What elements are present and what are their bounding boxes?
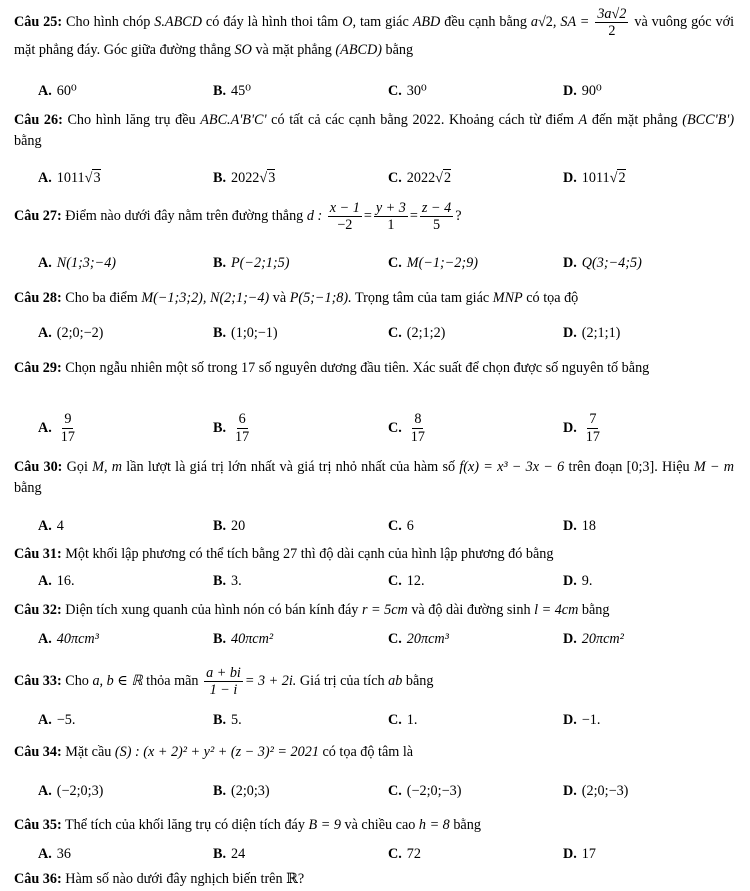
- options-25: [0, 76, 750, 106]
- option-a[interactable]: A. $\frac{9}{17}$: [38, 411, 75, 445]
- options-27: [0, 248, 750, 278]
- options-26: [0, 163, 750, 193]
- option-a[interactable]: A. 1011 √ 3: [38, 169, 101, 186]
- fraction-sa: $\frac{3a√2}{2}$: [597, 6, 627, 40]
- question-30: Câu 30: Gọi M, m lần lượt là giá trị lớn nhất và giá trị nhỏ nhất của hàm số f(x) = x³ − 3x − 6 trên đoạn [0;3]. Hiệu M − m bằng: [14, 459, 735, 496]
- option-b[interactable]: B. 45⁰: [213, 82, 251, 99]
- options-30: [0, 511, 750, 541]
- option-c[interactable]: C. (2;1;2): [388, 324, 446, 341]
- option-b[interactable]: B. 3.: [213, 572, 242, 589]
- option-a[interactable]: A. 60⁰: [38, 82, 77, 99]
- option-a[interactable]: A. 16.: [38, 572, 75, 589]
- fraction-complex: $\frac{a + bi}{1 - i}$: [206, 665, 241, 699]
- options-34: [0, 776, 750, 806]
- fraction-x: $\frac{x - 1}{-2}$: [329, 200, 360, 234]
- question-32: Câu 32: Diện tích xung quanh của hình nón có bán kính đáy r = 5cm và độ dài đường sinh l = 4cm bằng: [14, 602, 610, 618]
- option-b[interactable]: B. 20: [213, 517, 246, 534]
- option-b[interactable]: B. $\frac{6}{17}$: [213, 411, 250, 445]
- fraction-z: $\frac{z - 4}{5}$: [421, 200, 452, 234]
- option-b[interactable]: B. 40πcm²: [213, 630, 274, 647]
- option-d[interactable]: D. 18: [563, 517, 596, 534]
- option-b[interactable]: B. P(−2;1;5): [213, 254, 290, 271]
- options-33: [0, 705, 750, 735]
- options-35: [0, 839, 750, 869]
- option-d[interactable]: D. (2;0;−3): [563, 782, 629, 799]
- option-a[interactable]: A. N(1;3;−4): [38, 254, 117, 271]
- option-d[interactable]: D. 90⁰: [563, 82, 602, 99]
- option-a[interactable]: A. −5.: [38, 711, 76, 728]
- option-d[interactable]: D. $\frac{7}{17}$: [563, 411, 600, 445]
- option-a[interactable]: A. 36: [38, 845, 71, 862]
- option-d[interactable]: D. 9.: [563, 572, 593, 589]
- question-31: Câu 31: Một khối lập phương có thể tích bằng 27 thì độ dài cạnh của hình lập phương đó bằng: [14, 546, 554, 562]
- option-d[interactable]: D. 20πcm²: [563, 630, 624, 647]
- fraction-y: $\frac{y + 3}{1}$: [375, 200, 406, 234]
- option-c[interactable]: C. M(−1;−2;9): [388, 254, 478, 271]
- option-c[interactable]: C. 2022 √ 2: [388, 169, 452, 186]
- option-d[interactable]: D. −1.: [563, 711, 601, 728]
- option-c[interactable]: C. 6: [388, 517, 414, 534]
- option-d[interactable]: D. 17: [563, 845, 596, 862]
- option-c[interactable]: C. 1.: [388, 711, 418, 728]
- option-a[interactable]: A. 4: [38, 517, 64, 534]
- options-31: [0, 566, 750, 596]
- question-33: Câu 33: Cho a, b ∈ ℝ thỏa mãn $\frac{a + bi}{1 - i}$ = 3 + 2i. Giá trị của tích ab bằng: [14, 665, 434, 699]
- option-d[interactable]: D. 1011 √ 2: [563, 169, 626, 186]
- question-34: Câu 34: Mặt cầu (S) : (x + 2)² + y² + (z − 3)² = 2021 có tọa độ tâm là: [14, 744, 414, 760]
- option-b[interactable]: B. (1;0;−1): [213, 324, 278, 341]
- option-d[interactable]: D. Q(3;−4;5): [563, 254, 642, 271]
- option-d[interactable]: D. (2;1;1): [563, 324, 621, 341]
- options-32: [0, 624, 750, 654]
- option-b[interactable]: B. 2022 √ 3: [213, 169, 276, 186]
- option-c[interactable]: C. (−2;0;−3): [388, 782, 462, 799]
- option-a[interactable]: A. (2;0;−2): [38, 324, 104, 341]
- option-b[interactable]: B. 24: [213, 845, 246, 862]
- question-35: Câu 35: Thể tích của khối lăng trụ có diện tích đáy B = 9 và chiều cao h = 8 bằng: [14, 817, 481, 833]
- option-c[interactable]: C. 30⁰: [388, 82, 427, 99]
- option-b[interactable]: B. 5.: [213, 711, 242, 728]
- option-c[interactable]: C. 20πcm³: [388, 630, 449, 647]
- option-c[interactable]: C. $\frac{8}{17}$: [388, 411, 425, 445]
- option-c[interactable]: C. 72: [388, 845, 421, 862]
- question-26: Câu 26: Cho hình lăng trụ đều ABC.A'B'C' có tất cả các cạnh bằng 2022. Khoảng cách từ điểm A đến mặt phẳng (BCC'B') bằng: [14, 112, 735, 149]
- option-a[interactable]: A. (−2;0;3): [38, 782, 104, 799]
- option-a[interactable]: A. 40πcm³: [38, 630, 99, 647]
- question-29: Câu 29: Chọn ngẫu nhiên một số trong 17 số nguyên dương đầu tiên. Xác suất để chọn được số nguyên tố bằng: [14, 360, 650, 376]
- question-36: Câu 36: Hàm số nào dưới đây nghịch biến trên ℝ?: [14, 871, 305, 887]
- option-c[interactable]: C. 12.: [388, 572, 425, 589]
- question-27: Câu 27: Điểm nào dưới đây nằm trên đường thẳng d : $\frac{x - 1}{-2}$ = $\frac{y + 3}{1}$ = $\frac{z - 4}{5}$ ?: [14, 200, 462, 234]
- options-28: [0, 318, 750, 348]
- question-25: Câu 25: Cho hình chóp S.ABCD có đáy là hình thoi tâm O, tam giác ABD đều cạnh bằng a√2, SA = $\frac{3a√2}{2}$ và vuông góc với mặt phẳng đáy. Góc giữa đường thẳng SO và mặt phẳng (ABCD) bằng: [14, 6, 735, 58]
- question-28: Câu 28: Cho ba điểm M(−1;3;2), N(2;1;−4) và P(5;−1;8). Trọng tâm của tam giác MNP có tọa độ: [14, 290, 579, 306]
- options-29: [0, 410, 750, 446]
- option-b[interactable]: B. (2;0;3): [213, 782, 270, 799]
